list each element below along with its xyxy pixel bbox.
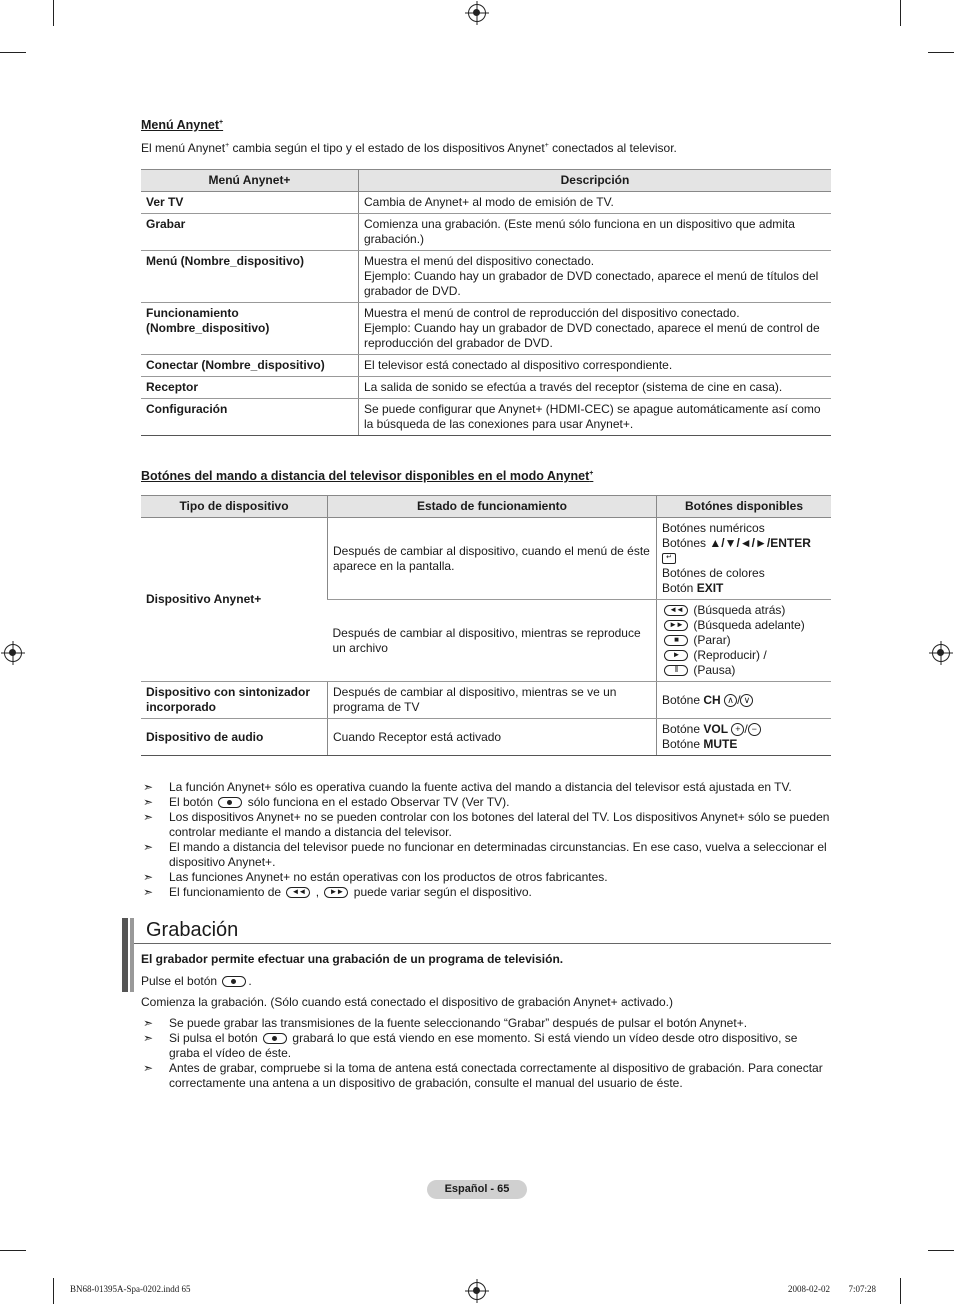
state-cell: Después de cambiar al dispositivo, mientras se reproduce un archivo <box>328 600 657 682</box>
table-row <box>141 399 831 436</box>
menu-item-name: Configuración <box>141 399 359 436</box>
crop-mark <box>53 0 54 26</box>
grabacion-lead: El grabador permite efectuar una grabación de un programa de televisión. <box>141 952 564 966</box>
list-item: ➣ El mando a distancia del televisor puede no funcionar en determinadas circunstancias. En ese caso, vuelva a seleccionar el dispositivo Anynet+. <box>143 840 827 869</box>
play-icon: ► <box>664 650 688 661</box>
menu-item-name: Menú (Nombre_dispositivo) <box>141 251 359 303</box>
column-header: Tipo de dispositivo <box>141 496 328 518</box>
menu-item-description: Cambia de Anynet+ al modo de emisión de TV. <box>359 192 832 214</box>
crop-mark <box>0 1250 26 1251</box>
footer-date: 2008-02-02 ￿￿ 7:07:28 <box>788 1284 876 1294</box>
table-row <box>141 303 831 355</box>
buttons-numeric: Botónes numéricos <box>662 521 765 535</box>
registration-mark-icon <box>4 644 22 662</box>
note-arrow-icon: ➣ <box>143 1031 154 1045</box>
menu-item-description: El televisor está conectado al dispositivo correspondiente. <box>359 355 832 377</box>
table-row <box>141 719 831 756</box>
crop-mark <box>928 52 954 53</box>
note-arrow-icon: ➣ <box>143 1061 154 1075</box>
header-bar <box>122 918 128 992</box>
device-type-cell: Dispositivo con sintonizador incorporado <box>141 682 328 719</box>
list-item: ➣ Los dispositivos Anynet+ no se pueden controlar con los botones del lateral del TV. Los dispositivos Anynet+ sólo se pueden controlar mediante el mando a distancia del televisor. <box>143 810 830 839</box>
table-row <box>141 518 831 600</box>
crop-mark <box>928 1250 954 1251</box>
note-arrow-icon: ➣ <box>143 795 154 809</box>
table-row <box>141 214 831 251</box>
menu-item-name: Receptor <box>141 377 359 399</box>
list-item: ➣ El funcionamiento de ◄◄ , ►► puede variar según el dispositivo. <box>143 885 532 899</box>
record-button-icon <box>218 797 242 808</box>
anynet-menu-table <box>141 169 831 436</box>
column-header: Estado de funcionamiento <box>328 496 657 518</box>
buttons-cell: Botóne CH ∧ / ∨ <box>657 682 832 719</box>
menu-item-name: Ver TV <box>141 192 359 214</box>
list-item: ➣ Antes de grabar, compruebe si la toma de antena está conectada correctamente al dispositivo de grabación. Para conectar correctamente una antena a un dispositivo de grabación, consulte el manual del usuario de éste. <box>143 1061 823 1090</box>
section-title-remote-buttons: Botónes del mando a distancia del televisor disponibles en el modo Anynet+ <box>141 469 594 483</box>
table-row <box>141 682 831 719</box>
menu-item-description: Muestra el menú del dispositivo conectado. Ejemplo: Cuando hay un grabador de DVD conectado, aparece el menú de títulos del grabador de DVD. <box>359 251 832 303</box>
anynet-section <box>141 118 831 912</box>
buttons-colors: Botónes de colores <box>662 566 765 580</box>
device-type-cell: Dispositivo Anynet+ <box>141 518 328 682</box>
rewind-icon: ◄◄ <box>286 887 310 898</box>
pause-icon: II <box>664 665 688 676</box>
menu-item-name: Grabar <box>141 214 359 251</box>
button-exit: Botón EXIT <box>662 581 724 595</box>
registration-mark-icon <box>468 4 486 22</box>
volume-up-icon: + <box>731 723 744 736</box>
table-header-row <box>141 170 831 192</box>
stop-icon: ■ <box>664 635 688 646</box>
note-arrow-icon: ➣ <box>143 780 154 794</box>
list-item: ➣ El botón sólo funciona en el estado Observar TV (Ver TV). <box>143 795 510 809</box>
registration-mark-icon <box>468 1282 486 1300</box>
menu-item-description: Se puede configurar que Anynet+ (HDMI-CEC) se apague automáticamente así como la búsqueda de las conexiones para usar Anynet+. <box>359 399 832 436</box>
table-row <box>141 355 831 377</box>
buttons-cell: ◄◄ (Búsqueda atrás) ►► (Búsqueda adelante) ■ (Parar) ► (Reproducir) / II (Pausa) <box>657 600 832 682</box>
list-item: ➣ Las funciones Anynet+ no están operativas con los productos de otros fabricantes. <box>143 870 608 884</box>
crop-mark <box>900 1278 901 1304</box>
table-row <box>141 192 831 214</box>
column-header: Menú Anynet+ <box>141 170 359 192</box>
state-cell: Cuando Receptor está activado <box>328 719 657 756</box>
channel-down-icon: ∨ <box>740 694 753 707</box>
record-button-icon <box>222 976 246 987</box>
list-item: ➣ Si pulsa el botón grabará lo que está viendo en ese momento. Si está viendo un vídeo desde otro dispositivo, se graba el vídeo de éste. <box>143 1031 798 1060</box>
device-type-cell: Dispositivo de audio <box>141 719 328 756</box>
menu-item-description: Muestra el menú de control de reproducción del dispositivo conectado. Ejemplo: Cuando hay un grabador de DVD conectado, aparece el menú de control de reproducción del grabador de DVD. <box>359 303 832 355</box>
grabacion-start: Comienza la grabación. (Sólo cuando está conectado el dispositivo de grabación Anynet+ activado.) <box>141 995 674 1009</box>
remote-buttons-table <box>141 495 831 756</box>
column-header: Botónes disponibles <box>657 496 832 518</box>
crop-mark <box>53 1278 54 1304</box>
grabacion-section <box>141 952 831 1091</box>
registration-mark-icon <box>932 644 950 662</box>
menu-item-name: Conectar (Nombre_dispositivo) <box>141 355 359 377</box>
page-title: Grabación <box>146 919 239 941</box>
buttons-cell <box>657 518 832 600</box>
grabacion-press: Pulse el botón . <box>141 974 252 988</box>
note-arrow-icon: ➣ <box>143 840 154 854</box>
crop-mark <box>900 0 901 26</box>
title-rule <box>134 943 831 944</box>
list-item: ➣ La función Anynet+ sólo es operativa cuando la fuente activa del mando a distancia del televisor está ajustada en TV. <box>143 780 792 794</box>
list-item: ➣ Se puede grabar las transmisiones de la fuente seleccionando “Grabar” después de pulsar el botón Anynet+. <box>143 1016 748 1030</box>
buttons-nav: Botónes ▲/▼/◄/►/ENTER ↵ <box>662 536 826 566</box>
notes-list <box>141 780 831 900</box>
note-arrow-icon: ➣ <box>143 870 154 884</box>
menu-item-description: Comienza una grabación. (Este menú sólo funciona en un dispositivo que admita grabación.) <box>359 214 832 251</box>
record-button-icon <box>263 1033 287 1044</box>
buttons-cell: Botóne VOL + / − Botóne MUTE <box>657 719 832 756</box>
note-arrow-icon: ➣ <box>143 1016 154 1030</box>
column-header: Descripción <box>359 170 832 192</box>
volume-down-icon: − <box>748 723 761 736</box>
table-header-row <box>141 496 831 518</box>
note-arrow-icon: ➣ <box>143 885 154 899</box>
section-title-anynet-menu: Menú Anynet+ <box>141 118 224 132</box>
page-number-badge: Español - 65 <box>427 1180 527 1199</box>
enter-icon: ↵ <box>662 553 676 564</box>
anynet-intro: El menú Anynet+ cambia según el tipo y el estado de los dispositivos Anynet+ conectados al televisor. <box>141 141 677 155</box>
channel-up-icon: ∧ <box>724 694 737 707</box>
table-row <box>141 377 831 399</box>
menu-item-name: Funcionamiento (Nombre_dispositivo) <box>141 303 359 355</box>
rewind-icon: ◄◄ <box>664 605 688 616</box>
state-cell: Después de cambiar al dispositivo, mientras se ve un programa de TV <box>328 682 657 719</box>
fast-forward-icon: ►► <box>324 887 348 898</box>
fast-forward-icon: ►► <box>664 620 688 631</box>
table-row <box>141 251 831 303</box>
footer-file: BN68-01395A-Spa-0202.indd 65 <box>70 1284 191 1294</box>
note-arrow-icon: ➣ <box>143 810 154 824</box>
grabacion-notes <box>141 1016 831 1091</box>
header-bar <box>130 918 134 992</box>
menu-item-description: La salida de sonido se efectúa a través del receptor (sistema de cine en casa). <box>359 377 832 399</box>
state-cell: Después de cambiar al dispositivo, cuando el menú de éste aparece en la pantalla. <box>328 518 657 600</box>
crop-mark <box>0 52 26 53</box>
